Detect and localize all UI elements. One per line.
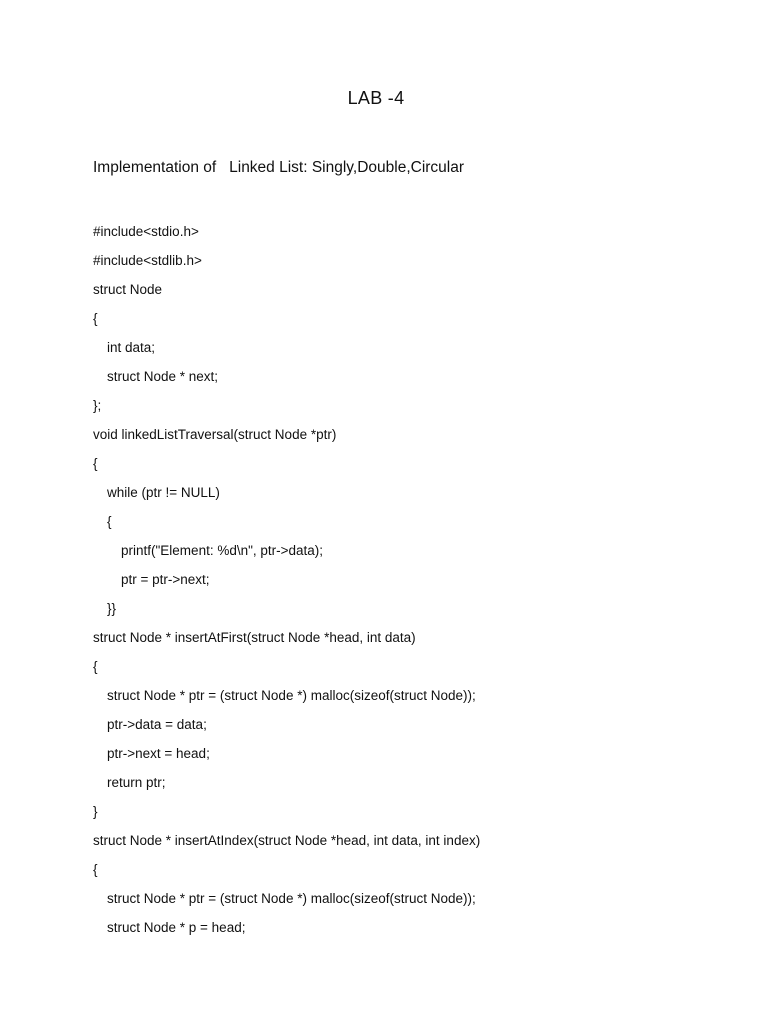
code-line: { bbox=[93, 659, 98, 674]
code-line: ptr->next = head; bbox=[107, 746, 210, 761]
code-line: }} bbox=[107, 601, 117, 616]
code-line: struct Node bbox=[93, 282, 163, 297]
code-line: struct Node * ptr = (struct Node *) malloc(sizeof(struct Node)); bbox=[107, 891, 476, 906]
code-line: ptr->data = data; bbox=[107, 717, 207, 732]
code-line: while (ptr != NULL) bbox=[107, 485, 220, 500]
code-line: void linkedListTraversal(struct Node *ptr) bbox=[93, 427, 337, 442]
code-line: } bbox=[93, 804, 98, 819]
code-line: { bbox=[93, 456, 98, 471]
code-line: struct Node * p = head; bbox=[107, 920, 246, 935]
code-block bbox=[93, 222, 480, 947]
code-line: #include<stdlib.h> bbox=[93, 253, 202, 268]
code-line: { bbox=[93, 311, 98, 326]
code-line: int data; bbox=[107, 340, 156, 355]
code-line: }; bbox=[93, 398, 102, 413]
code-line: printf("Element: %d\n", ptr->data); bbox=[121, 543, 324, 558]
page-title: LAB -4 bbox=[347, 88, 405, 108]
code-line: { bbox=[93, 862, 98, 877]
page-subtitle: Implementation of Linked List: Singly,Double,Circular bbox=[93, 159, 465, 176]
code-line: struct Node * insertAtIndex(struct Node *head, int data, int index) bbox=[93, 833, 481, 848]
code-line: struct Node * ptr = (struct Node *) malloc(sizeof(struct Node)); bbox=[107, 688, 476, 703]
code-line: struct Node * next; bbox=[107, 369, 219, 384]
code-line: #include<stdio.h> bbox=[93, 224, 199, 239]
code-line: struct Node * insertAtFirst(struct Node *head, int data) bbox=[93, 630, 416, 645]
code-line: { bbox=[107, 514, 112, 529]
code-line: ptr = ptr->next; bbox=[121, 572, 210, 587]
code-line: return ptr; bbox=[107, 775, 166, 790]
